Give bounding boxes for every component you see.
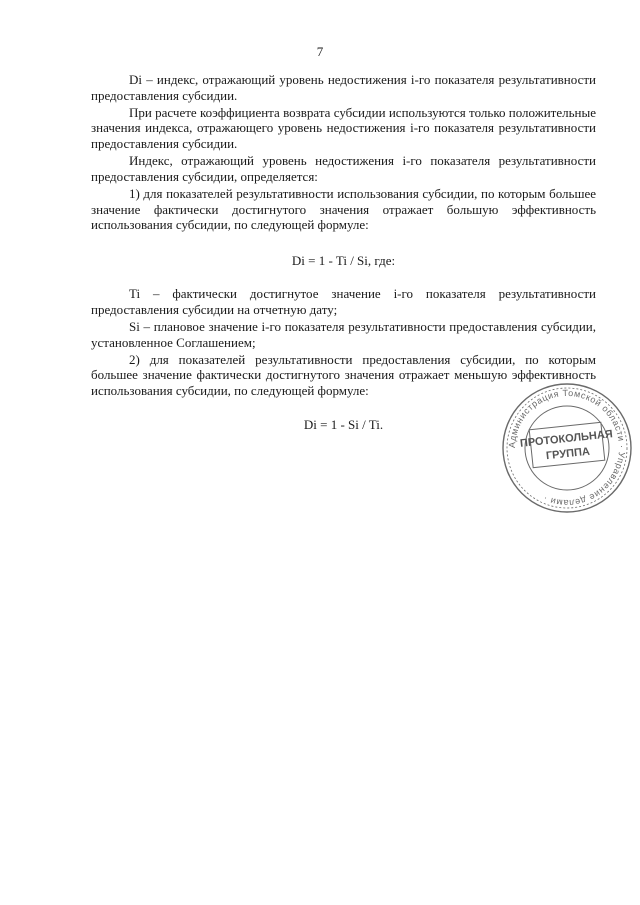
paragraph-case-one: 1) для показателей результативности использования субсидии, по которым большее значение фактически достигнутого значения отражает большую эффективность использования субсидии, по следующей формуле:	[91, 185, 596, 233]
paragraph-case-two: 2) для показателей результативности предоставления субсидии, по которым большее значение фактически достигнутого значения отражает меньшую эффективность использования субсидии, по следующей формуле:	[91, 351, 596, 399]
formula-two: Di = 1 - Si / Ti.	[303, 416, 384, 432]
svg-text:ПРОТОКОЛЬНАЯ: ПРОТОКОЛЬНАЯ	[519, 428, 614, 450]
paragraph-ti-definition: Ti – фактически достигнутое значение i-го показателя результативности предоставления субсидии на отчетную дату;	[91, 286, 596, 317]
svg-text:ГРУППА: ГРУППА	[545, 445, 591, 463]
svg-text:Администрация Томской области: Администрация Томской области · Управление делами ·	[506, 387, 628, 509]
paragraph-index-determination: Индекс, отражающий уровень недостижения i-го показателя результативности предоставления субсидии, определяется:	[91, 153, 596, 184]
official-stamp	[497, 378, 637, 518]
page-number: 7	[316, 44, 324, 59]
paragraph-di-definition: Di – индекс, отражающий уровень недостижения i-го показателя результативности предоставления субсидии.	[91, 72, 596, 103]
formula-one: Di = 1 - Ti / Si, где:	[291, 252, 396, 268]
paragraph-positive-values: При расчете коэффициента возврата субсидии используются только положительные значения индекса, отражающего уровень недостижения i-го показателя результативности предоставления субсидии.	[91, 104, 596, 151]
paragraph-si-definition: Si – плановое значение i-го показателя результативности предоставления субсидии, установленное Соглашением;	[91, 319, 596, 350]
